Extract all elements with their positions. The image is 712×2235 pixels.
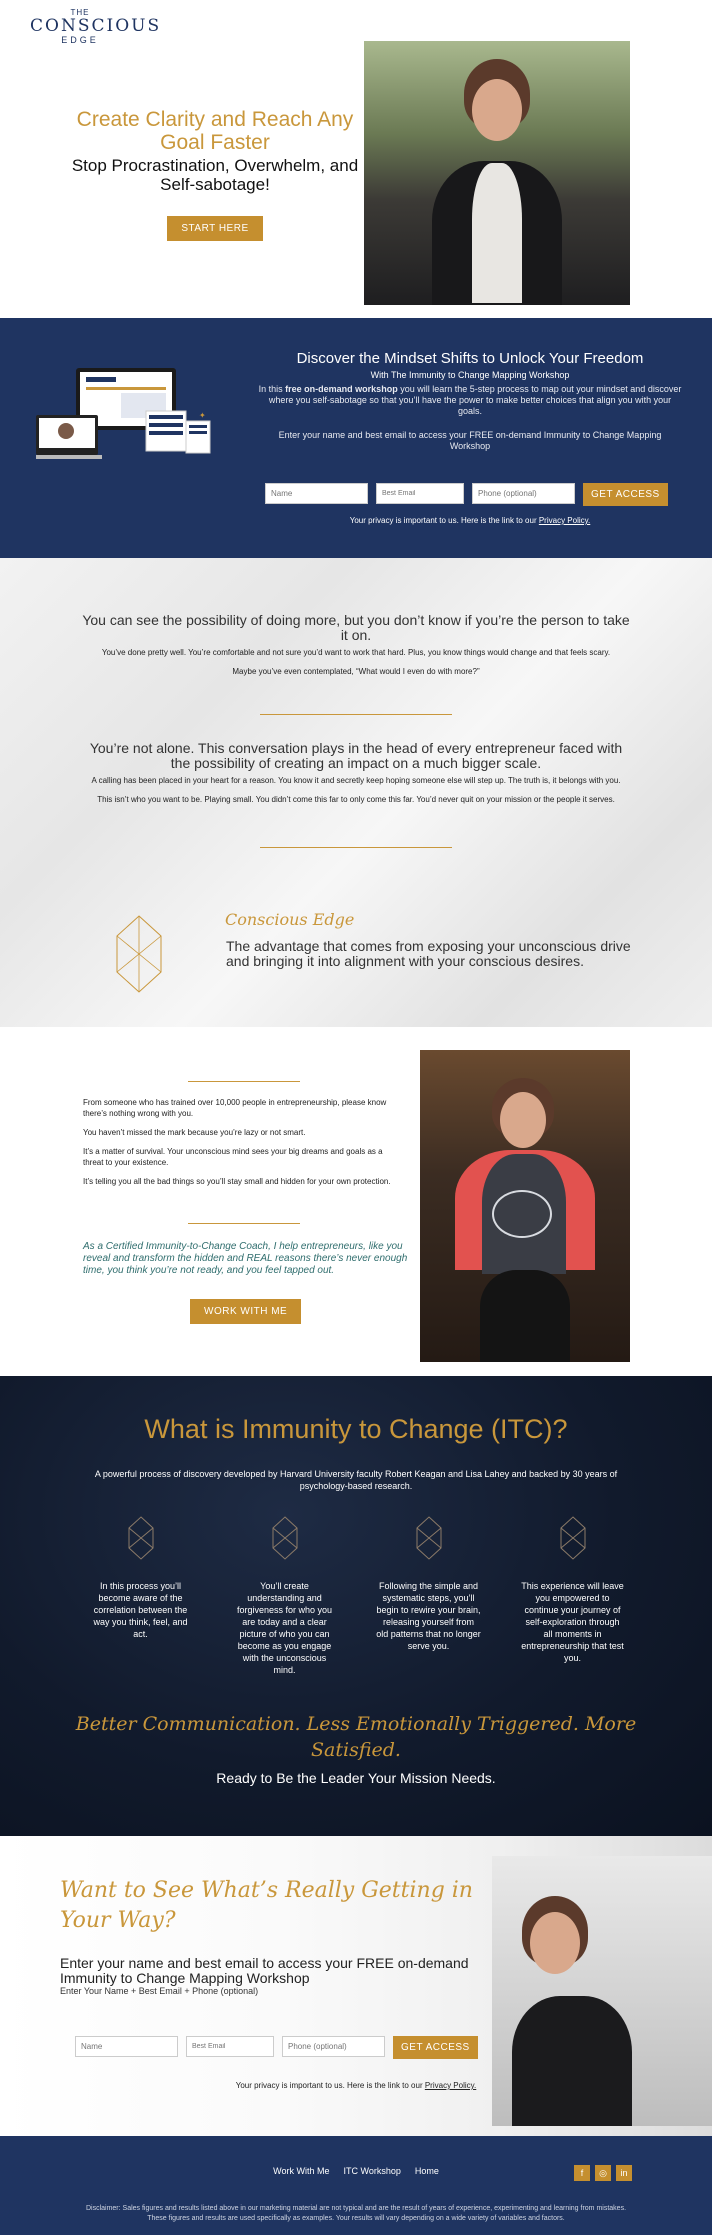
hero-text <box>70 108 360 241</box>
get-access-button[interactable]: GET ACCESS <box>583 483 668 506</box>
social-links <box>574 2165 632 2181</box>
name-field[interactable] <box>265 483 368 504</box>
footer-link-itc-workshop[interactable]: ITC Workshop <box>343 2166 401 2176</box>
crystal-icon <box>115 914 163 994</box>
coach-quote: As a Certified Immunity-to-Change Coach, I help entrepreneurs, like you reveal and transform the hidden and REAL reasons there’s never enough time, you think you’re not ready, and you feel tapped out. <box>83 1241 408 1276</box>
privacy-note: Your privacy is important to us. Here is the link to our Privacy Policy. <box>349 516 591 525</box>
email-field[interactable] <box>376 483 464 504</box>
trained-text: From someone who has trained over 10,000 people in entrepreneurship, please know there’s nothing wrong with you. You haven’t missed the mark because you’re lazy or not smart. It’s a matter of survival. Your unconscious mind sees your big dreams and goals as a threat to your existence. It’s telling you all the bad things so you’ll stay small and hidden for your own protection. <box>83 1098 391 1186</box>
workshop-devices-image <box>36 363 216 463</box>
hero-section <box>0 0 712 318</box>
possibility-block-2: You’re not alone. This conversation plays in the head of every entrepreneur faced with the possibility of creating an impact on a much bigger scale. A calling has been placed in your heart for a reason. You know it and secretly keep hoping someone else will step up. The truth is, it belongs with you. This isn’t who you want to be. Playing small. You didn’t come this far to only come this far. You’d never quit on your mission or the people it serves. <box>80 741 632 805</box>
logo-the: THE <box>70 8 90 17</box>
optin-bottom-form <box>75 2036 478 2059</box>
privacy-policy-link[interactable]: Privacy Policy. <box>538 516 591 525</box>
footer-link-home[interactable]: Home <box>414 2166 439 2176</box>
footer-link-work-with-me[interactable]: Work With Me <box>273 2166 330 2176</box>
optin-script: Want to See What’s Really Getting in Your Way? <box>60 1878 473 1933</box>
possibility-heading: You can see the possibility of doing more, but you don’t know if you’re the person to take it on. <box>82 612 630 643</box>
divider <box>260 847 452 848</box>
start-here-button[interactable]: START HERE <box>167 216 262 241</box>
itc-column: You’ll create understanding and forgiveness for who you are today and a clear picture of who you can become as you engage with the unconscious mind. <box>232 1516 337 1676</box>
optin-top-paragraph-2: Enter your name and best email to access your FREE on-demand Immunity to Change Mapping Workshop <box>278 430 662 451</box>
not-alone-heading: You’re not alone. This conversation plays in the head of every entrepreneur faced with the possibility of creating an impact on a much bigger scale. <box>89 740 623 771</box>
disclaimer: Disclaimer: Sales figures and results listed above in our marketing material are not typical and are the result of years of experience, experimenting and learning from mistakes. These figures and results are used specifically as examples. Your results will vary depending on a wide variety of variables and factors. <box>85 2205 627 2222</box>
hero-subheadline: Stop Procrastination, Overwhelm, and Self-sabotage! <box>71 156 359 194</box>
itc-intro: A powerful process of discovery developed by Harvard University faculty Robert Keagan and Lisa Lahey and backed by 30 years of psychology-based research. <box>94 1469 618 1491</box>
logo[interactable] <box>30 8 162 45</box>
itc-section <box>0 1376 712 1836</box>
advantage-text: The advantage that comes from exposing your unconscious drive and bringing it into alignment with your conscious desires. <box>226 938 631 969</box>
benefits-script: Better Communication. Less Emotionally Triggered. More Satisfied. <box>75 1713 637 1761</box>
optin-bottom-sub: Enter Your Name + Best Email + Phone (optional) <box>60 1986 259 1996</box>
itc-column: Following the simple and systematic steps, you’ll begin to rewire your brain, releasing yourself from old patterns that no longer serve you. <box>376 1516 481 1652</box>
optin-bottom-section <box>0 1836 712 2136</box>
divider <box>188 1081 300 1082</box>
optin-top-paragraph: In this free on-demand workshop you will learn the 5-step process to map out your mindset and discover where you self-sabotage so that you’ll have the power to make better choices that align you with your goals. <box>258 384 682 416</box>
name-field[interactable] <box>75 2036 178 2057</box>
trained-section <box>0 1027 712 1376</box>
possibility-block-1: You can see the possibility of doing more, but you don’t know if you’re the person to take it on. You’ve done pretty well. You’re comfortable and not sure you’d want to work that hard. Plus, you know things would change and that feels scary. Maybe you’ve even contemplated, “What would I even do with more?” <box>80 613 632 677</box>
divider <box>188 1223 300 1224</box>
linkedin-icon[interactable]: in <box>616 2165 632 2181</box>
email-field[interactable] <box>186 2036 274 2057</box>
work-with-me-button[interactable]: WORK WITH ME <box>190 1299 301 1324</box>
hero-headline: Create Clarity and Reach Any Goal Faster <box>76 108 354 154</box>
itc-title: What is Immunity to Change (ITC)? <box>144 1414 568 1444</box>
optin-top-title: Discover the Mindset Shifts to Unlock Your Freedom <box>296 350 644 367</box>
crystal-icon <box>272 1516 298 1560</box>
logo-edge: EDGE <box>61 35 99 45</box>
optin-top-form <box>265 483 668 506</box>
facebook-icon[interactable]: f <box>574 2165 590 2181</box>
itc-column: This experience will leave you empowered to continue your journey of self-exploration through all moments in entrepreneurship that test you. <box>520 1516 625 1664</box>
privacy-note: Your privacy is important to us. Here is the link to our Privacy Policy. <box>235 2081 477 2090</box>
optin-top-subtitle: With The Immunity to Change Mapping Workshop <box>370 370 570 380</box>
footer <box>0 2136 712 2235</box>
svg-text:✦: ✦ <box>199 411 206 420</box>
coach-photo <box>420 1050 630 1362</box>
logo-name: CONSCIOUS <box>30 16 162 36</box>
free-workshop-bold: free on-demand workshop <box>285 384 398 394</box>
phone-field[interactable] <box>472 483 575 504</box>
instagram-icon[interactable]: ◎ <box>595 2165 611 2181</box>
conscious-edge-script: Conscious Edge <box>225 910 355 929</box>
crystal-icon <box>128 1516 154 1560</box>
leader-tagline: Ready to Be the Leader Your Mission Needs. <box>216 1770 496 1786</box>
crystal-icon <box>416 1516 442 1560</box>
optin-bottom-heading: Enter your name and best email to access your FREE on-demand Immunity to Change Mapping Workshop <box>60 1955 469 1986</box>
hero-photo <box>364 41 630 305</box>
optin-top-section <box>0 318 712 558</box>
crystal-icon <box>560 1516 586 1560</box>
get-access-button[interactable]: GET ACCESS <box>393 2036 478 2059</box>
privacy-policy-link[interactable]: Privacy Policy. <box>424 2081 477 2090</box>
divider <box>260 714 452 715</box>
possibility-section <box>0 558 712 1027</box>
phone-field[interactable] <box>282 2036 385 2057</box>
itc-column: In this process you’ll become aware of the correlation between the way you think, feel, and act. <box>88 1516 193 1640</box>
